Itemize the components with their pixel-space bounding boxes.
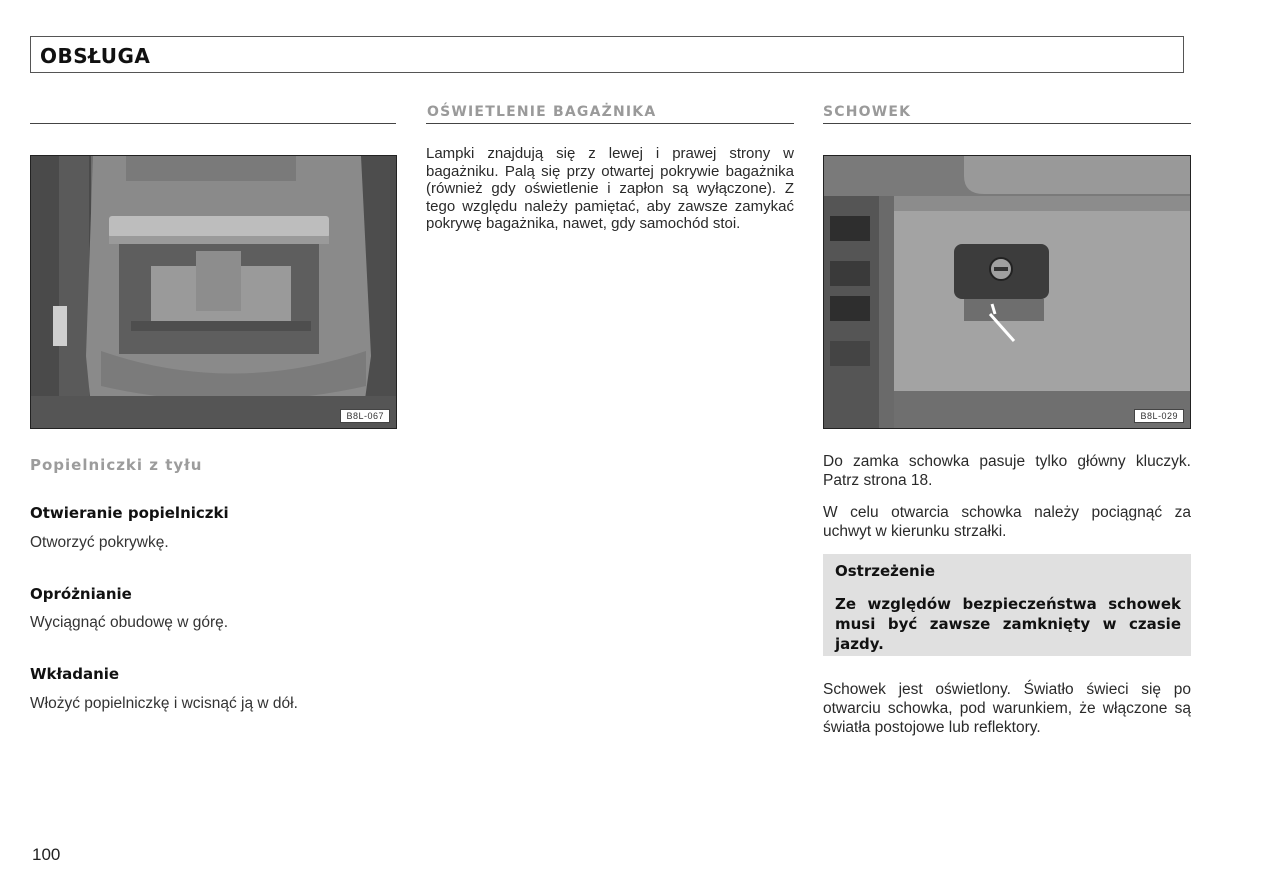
glovebox-title: SCHOWEK xyxy=(823,104,912,120)
glovebox-figure xyxy=(823,155,1191,429)
warning-text: Ze względów bezpieczeństwa schowek musi być zawsze zamknięty w czasie jazdy. xyxy=(835,595,1181,653)
opening-text: Otworzyć pokrywkę. xyxy=(30,534,169,551)
ashtray-figure-code: B8L-067 xyxy=(340,409,390,423)
warning-box xyxy=(823,554,1191,656)
emptying-heading: Opróżnianie xyxy=(30,585,132,603)
left-column-rule xyxy=(30,123,396,124)
inserting-heading: Wkładanie xyxy=(30,665,120,683)
glovebox-illustration xyxy=(824,156,1190,428)
ashtray-figure xyxy=(30,155,397,429)
trunk-lighting-title: OŚWIETLENIE BAGAŻNIKA xyxy=(427,104,657,120)
section-header xyxy=(30,36,1184,73)
warning-title: Ostrzeżenie xyxy=(835,562,936,580)
rear-ashtray-subhead: Popielniczki z tyłu xyxy=(30,456,203,474)
trunk-lighting-paragraph: Lampki znajdują się z lewej i prawej strony w bagażniku. Palą się przy otwartej pokrywie bagażnika (również gdy oświetlenie i zapłon są wyłączone). Z tego względu należy pamiętać, aby zawsze zamykać pokrywę bagażnika, nawet, gdy samochód stoi. xyxy=(426,145,794,232)
inserting-text: Włożyć popielniczkę i wcisnąć ją w dół. xyxy=(30,695,298,712)
page-number: 100 xyxy=(32,845,61,864)
glovebox-key-paragraph: Do zamka schowka pasuje tylko główny kluczyk. Patrz strona 18. xyxy=(823,453,1191,489)
glovebox-light-paragraph: Schowek jest oświetlony. Światło świeci się po otwarciu schowka, pod warunkiem, że włączone są światła postojowe lub reflektory. xyxy=(823,681,1191,736)
right-column-rule xyxy=(823,123,1191,124)
emptying-text: Wyciągnąć obudowę w górę. xyxy=(30,614,229,631)
opening-heading: Otwieranie popielniczki xyxy=(30,504,229,522)
middle-column-rule xyxy=(426,123,794,124)
glovebox-figure-code: B8L-029 xyxy=(1134,409,1184,423)
ashtray-illustration xyxy=(31,156,396,428)
glovebox-open-paragraph: W celu otwarcia schowka należy pociągnąć za uchwyt w kierunku strzałki. xyxy=(823,504,1191,540)
section-header-title: OBSŁUGA xyxy=(40,44,151,68)
